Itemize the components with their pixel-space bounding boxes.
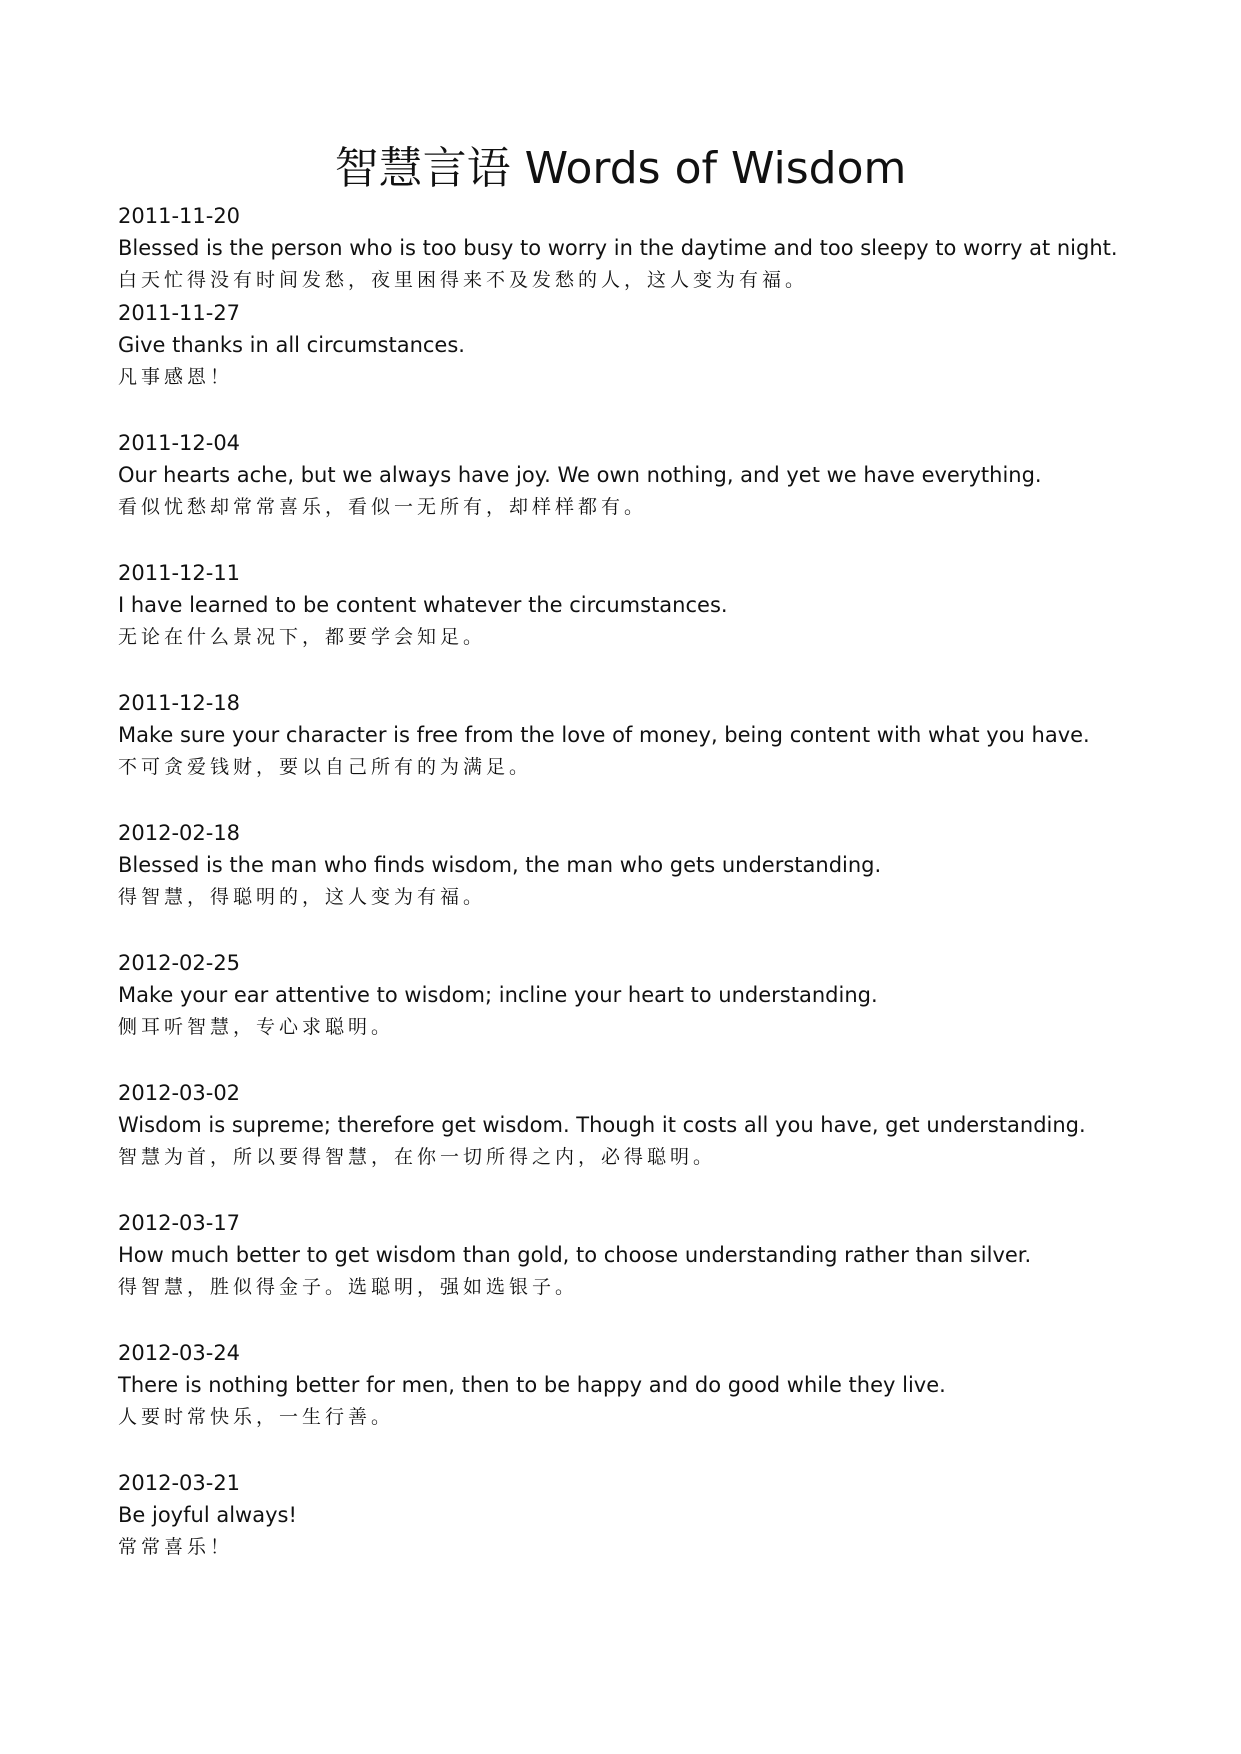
entry-date: 2011-11-27 — [118, 301, 241, 325]
list-item — [118, 427, 1178, 524]
list-item — [118, 1207, 1178, 1304]
entry-list — [118, 200, 1178, 1564]
entry-english-text: How much better to get wisdom than gold, to choose understanding rather than silver. — [118, 1243, 1032, 1267]
entry-english-text: Blessed is the person who is too busy to worry in the daytime and too sleepy to worry at night. — [118, 236, 1118, 260]
entry-english-text: I have learned to be content whatever the circumstances. — [118, 593, 728, 617]
entry-date: 2011-12-18 — [118, 691, 241, 715]
entry-date: 2012-02-25 — [118, 951, 241, 975]
entry-date: 2012-03-02 — [118, 1081, 241, 1105]
entry-date: 2012-02-18 — [118, 821, 241, 845]
entry-english-text: Make sure your character is free from the love of money, being content with what you have. — [118, 723, 1090, 747]
entry-english-text: Make your ear attentive to wisdom; incline your heart to understanding. — [118, 983, 878, 1007]
list-item — [118, 817, 1178, 914]
entry-chinese-text: 得智慧，得聪明的，这人变为有福。 — [118, 886, 487, 908]
entry-english-text: Be joyful always! — [118, 1503, 297, 1527]
entry-date: 2011-12-04 — [118, 431, 241, 455]
entry-chinese-text: 常常喜乐！ — [118, 1536, 234, 1558]
list-item — [118, 1467, 1178, 1564]
entry-chinese-text: 智慧为首，所以要得智慧，在你一切所得之内，必得聪明。 — [118, 1146, 717, 1168]
entry-date: 2011-11-20 — [118, 204, 241, 228]
entry-date: 2012-03-17 — [118, 1211, 241, 1235]
list-item — [118, 297, 1178, 394]
list-item — [118, 687, 1178, 784]
entry-english-text: Wisdom is supreme; therefore get wisdom. Though it costs all you have, get understanding. — [118, 1113, 1086, 1137]
entry-english-text: Give thanks in all circumstances. — [118, 333, 465, 357]
entry-date: 2011-12-11 — [118, 561, 241, 585]
list-item — [118, 1337, 1178, 1434]
entry-chinese-text: 无论在什么景况下，都要学会知足。 — [118, 626, 487, 648]
entry-chinese-text: 人要时常快乐，一生行善。 — [118, 1406, 395, 1428]
entry-english-text: Our hearts ache, but we always have joy. We own nothing, and yet we have everything. — [118, 463, 1042, 487]
entry-english-text: There is nothing better for men, then to be happy and do good while they live. — [118, 1373, 946, 1397]
list-item — [118, 557, 1178, 654]
list-item — [118, 1077, 1178, 1174]
page-title: 智慧言语 Words of Wisdom — [334, 143, 907, 195]
entry-date: 2012-03-24 — [118, 1341, 241, 1365]
entry-chinese-text: 得智慧，胜似得金子。选聪明，强如选银子。 — [118, 1276, 579, 1298]
entry-chinese-text: 看似忧愁却常常喜乐，看似一无所有，却样样都有。 — [118, 496, 648, 518]
entry-chinese-text: 侧耳听智慧，专心求聪明。 — [118, 1016, 395, 1038]
list-item — [118, 200, 1178, 297]
entry-chinese-text: 凡事感恩！ — [118, 366, 234, 388]
entry-chinese-text: 白天忙得没有时间发愁，夜里困得来不及发愁的人，这人变为有福。 — [118, 269, 809, 291]
entry-english-text: Blessed is the man who finds wisdom, the man who gets understanding. — [118, 853, 882, 877]
entry-chinese-text: 不可贪爱钱财，要以自己所有的为满足。 — [118, 756, 533, 778]
list-item — [118, 947, 1178, 1044]
entry-date: 2012-03-21 — [118, 1471, 241, 1495]
